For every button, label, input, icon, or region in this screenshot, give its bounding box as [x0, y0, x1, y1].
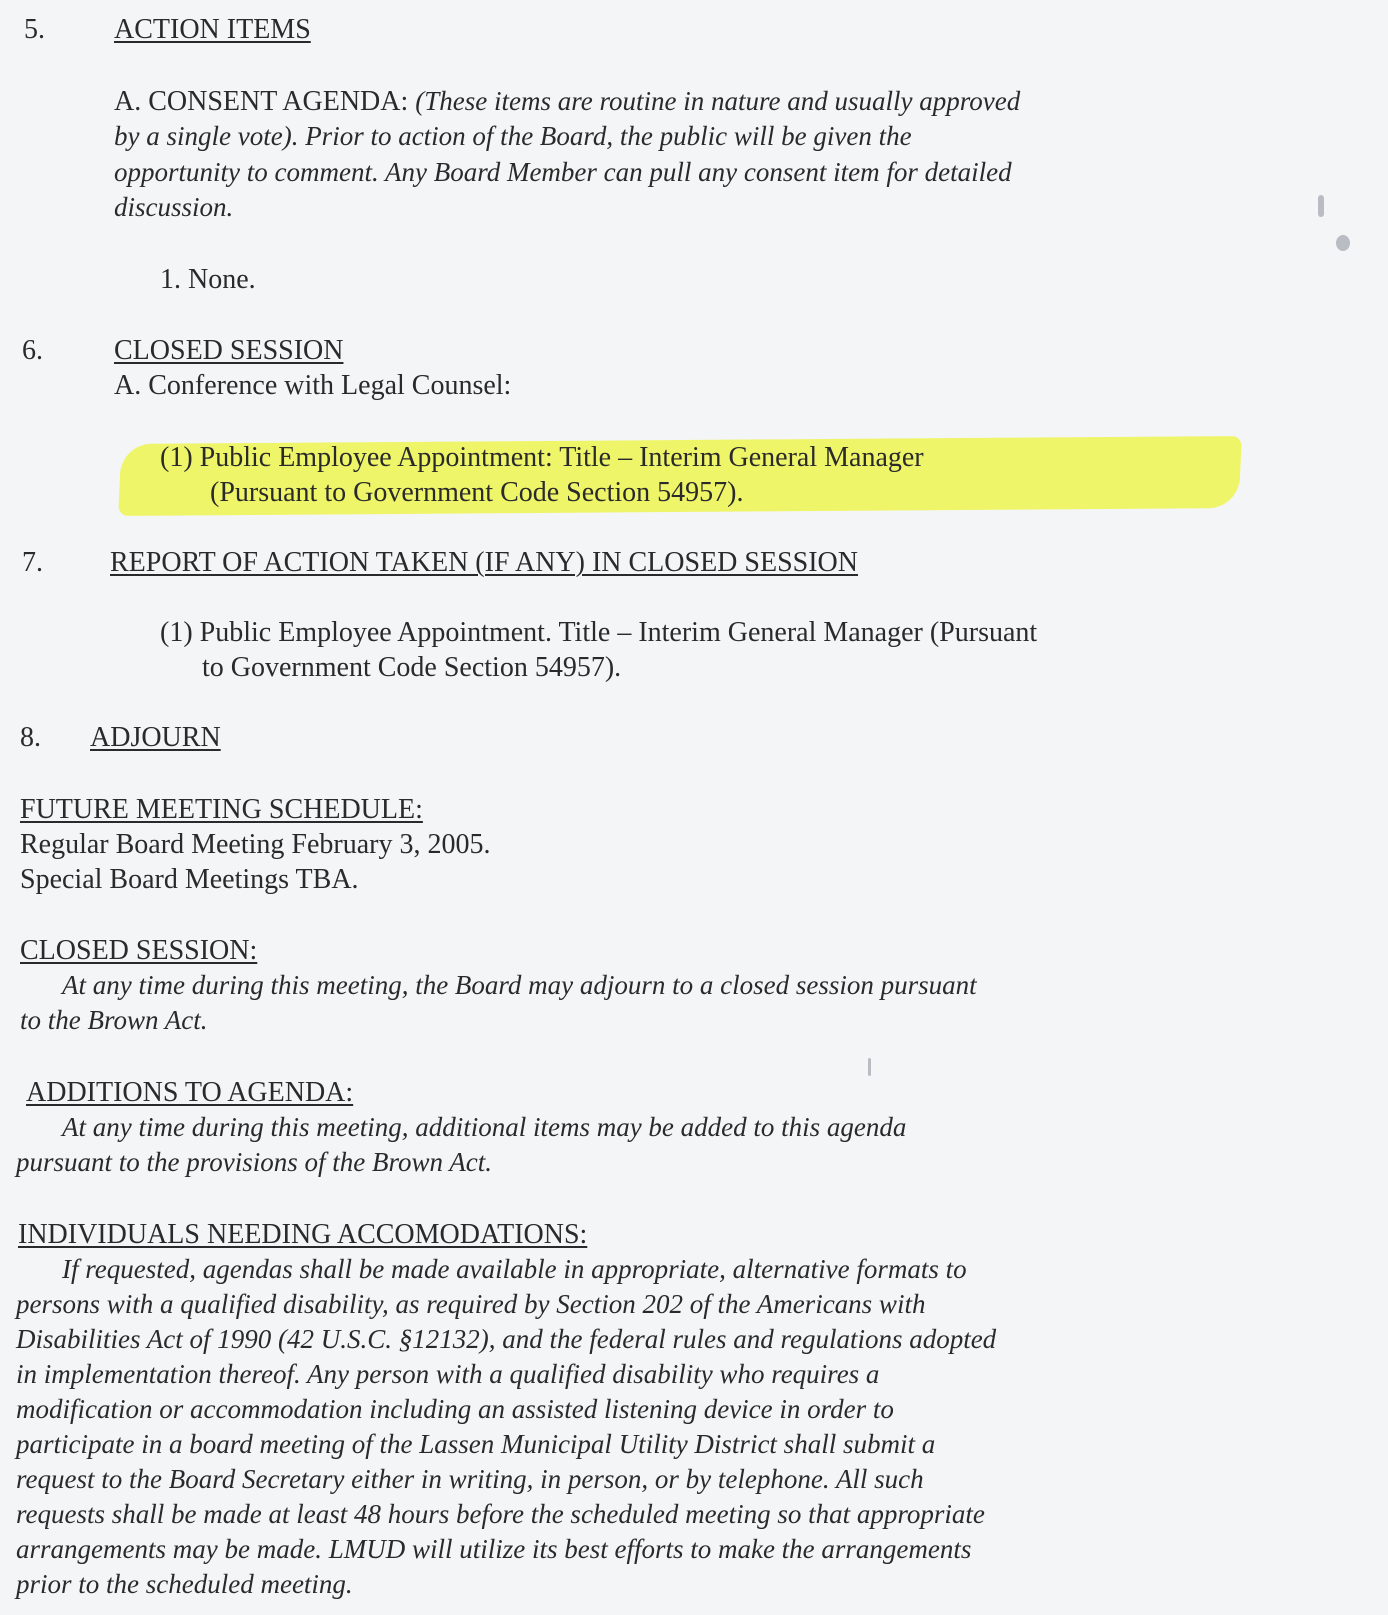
- section-7-heading: REPORT OF ACTION TAKEN (IF ANY) IN CLOSED SESSION: [110, 547, 858, 578]
- closed-session-note-line-1: At any time during this meeting, the Board may adjourn to a closed session pursuant: [62, 970, 977, 1000]
- future-schedule-line-1: Regular Board Meeting February 3, 2005.: [20, 829, 491, 860]
- consent-item-1: 1. None.: [160, 264, 256, 295]
- additions-line-2: pursuant to the provisions of the Brown Act.: [16, 1147, 492, 1177]
- section-6-item-line-2: (Pursuant to Government Code Section 54957).: [210, 477, 744, 508]
- accommodations-line-6: participate in a board meeting of the Lassen Municipal Utility District shall submit a: [16, 1429, 936, 1459]
- section-6-subheading: A. Conference with Legal Counsel:: [114, 370, 512, 401]
- section-7-number: 7.: [22, 547, 43, 578]
- scan-speck: [1336, 235, 1350, 251]
- section-7-item-line-2: to Government Code Section 54957).: [202, 652, 622, 683]
- accommodations-line-9: arrangements may be made. LMUD will utilize its best efforts to make the arrangements: [16, 1534, 972, 1564]
- accommodations-line-2: persons with a qualified disability, as required by Section 202 of the Americans with: [16, 1289, 926, 1319]
- section-6-number: 6.: [22, 335, 43, 366]
- consent-agenda-text: (These items are routine in nature and usually approved: [415, 86, 1021, 116]
- accommodations-line-4: in implementation thereof. Any person with a qualified disability who requires a: [16, 1359, 880, 1389]
- section-6-item-line-1: (1) Public Employee Appointment: Title – Interim General Manager: [160, 442, 924, 473]
- accommodations-line-10: prior to the scheduled meeting.: [16, 1569, 353, 1599]
- section-5-number: 5.: [24, 14, 45, 45]
- section-5-heading: ACTION ITEMS: [114, 14, 311, 45]
- accommodations-line-8: requests shall be made at least 48 hours before the scheduled meeting so that appropriate: [16, 1499, 985, 1529]
- additions-heading: ADDITIONS TO AGENDA:: [26, 1077, 354, 1108]
- future-schedule-line-2: Special Board Meetings TBA.: [20, 864, 359, 895]
- accommodations-line-3: Disabilities Act of 1990 (42 U.S.C. §12132), and the federal rules and regulations adopted: [16, 1324, 997, 1354]
- additions-line-1: At any time during this meeting, additional items may be added to this agenda: [62, 1112, 907, 1142]
- scan-speck: [1318, 195, 1324, 217]
- consent-agenda-line-2: by a single vote). Prior to action of the Board, the public will be given the: [114, 121, 912, 151]
- section-6-heading: CLOSED SESSION: [114, 335, 344, 366]
- section-7-item-line-1: (1) Public Employee Appointment. Title – Interim General Manager (Pursuant: [160, 617, 1038, 648]
- accommodations-heading: INDIVIDUALS NEEDING ACCOMODATIONS:: [18, 1219, 588, 1250]
- closed-session-note-heading: CLOSED SESSION:: [20, 935, 258, 966]
- consent-agenda-label: A. CONSENT AGENDA:: [114, 86, 409, 117]
- consent-agenda-line-3: opportunity to comment. Any Board Member can pull any consent item for detailed: [114, 157, 1012, 187]
- closed-session-note-line-2: to the Brown Act.: [20, 1005, 208, 1035]
- section-8-heading: ADJOURN: [90, 722, 221, 753]
- accommodations-line-7: request to the Board Secretary either in writing, in person, or by telephone. All such: [16, 1464, 924, 1494]
- accommodations-line-1: If requested, agendas shall be made available in appropriate, alternative formats to: [62, 1254, 967, 1284]
- consent-agenda-line-1: [114, 84, 1020, 119]
- accommodations-line-5: modification or accommodation including an assisted listening device in order to: [16, 1394, 894, 1424]
- future-schedule-heading: FUTURE MEETING SCHEDULE:: [20, 794, 423, 825]
- scan-speck: [868, 1058, 871, 1076]
- section-8-number: 8.: [20, 722, 41, 753]
- consent-agenda-line-4: discussion.: [114, 192, 234, 222]
